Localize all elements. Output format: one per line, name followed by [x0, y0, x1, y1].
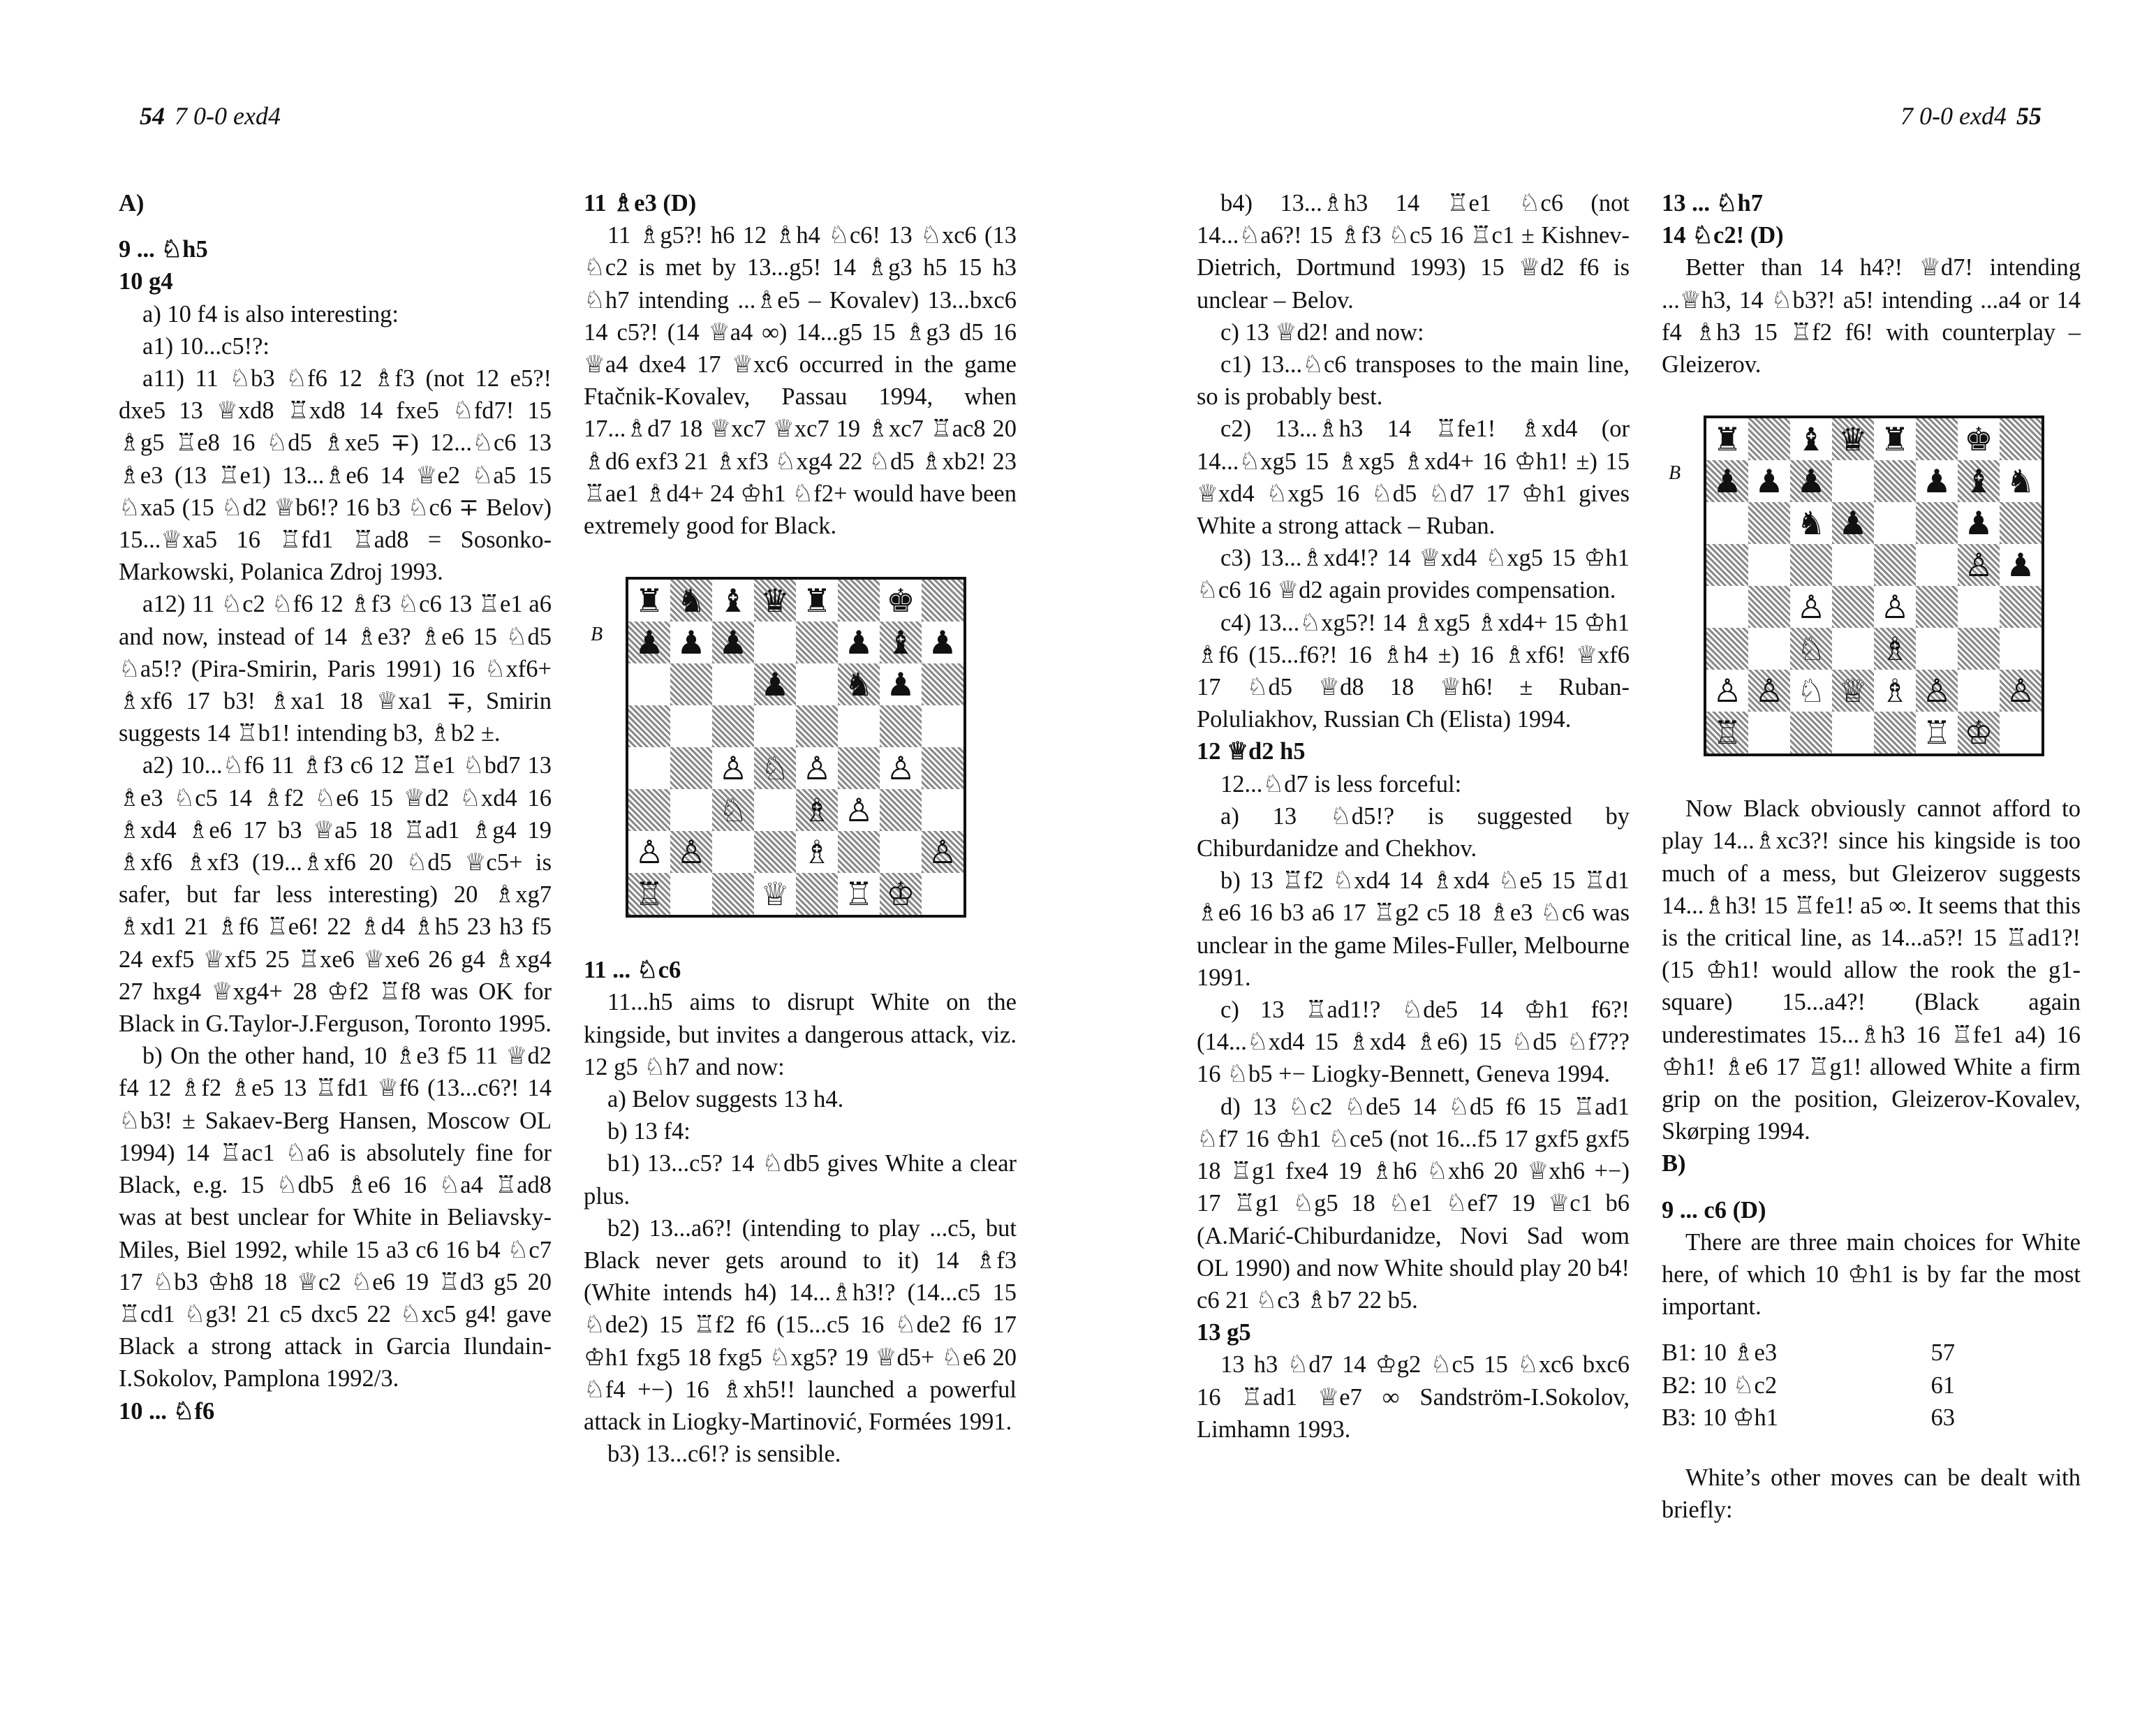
paragraph: b) 13 ♖f2 ♘xd4 14 ♗xd4 ♘e5 15 ♖d1 ♗e6 16 b3 a6 17 ♖g2 c5 18 ♗e3 ♘c6 was unclear in the game Miles-Fuller, Melbourne 1991. [1197, 867, 1630, 991]
right-page [1078, 0, 2156, 1720]
board-square [796, 705, 838, 747]
board-square [1874, 670, 1916, 712]
chess-piece-icon: ♞ [677, 582, 706, 620]
chess-piece-icon: ♝ [1964, 462, 1993, 501]
paragraph: White’s other moves can be dealt with briefly: [1662, 1464, 2081, 1524]
board-square [628, 831, 670, 873]
board-square [1958, 544, 2000, 586]
board-square [670, 663, 712, 705]
move-line: 13 g5 [1197, 1319, 1251, 1346]
chess-piece-icon: ♖ [844, 875, 873, 913]
chess-piece-icon: ♙ [928, 833, 957, 872]
board-square [1790, 712, 1832, 754]
board-square [670, 705, 712, 747]
paragraph: c1) 13...♘c6 transposes to the main line, so is probably best. [1197, 351, 1630, 411]
paragraph: a1) 10...c5!?: [142, 332, 270, 360]
move-line: 9 ... c6 (D) [1662, 1196, 1766, 1223]
paragraph: b4) 13...♗h3 14 ♖e1 ♘c6 (not 14...♘a6?! 15 ♗f3 ♘c5 16 ♖c1 ± Kishnev-Dietrich, Dortmund 1993) 15 ♕d2 f6 is unclear – Belov. [1197, 190, 1630, 314]
board-square [1874, 418, 1916, 460]
section-heading: B) [1662, 1150, 1686, 1177]
board-square [1958, 418, 2000, 460]
paragraph: 11...h5 aims to disrupt White on the kingside, but invites a dangerous attack, viz. 12 g5 ♘h7 and now: [584, 989, 1017, 1080]
chess-piece-icon: ♖ [1922, 714, 1951, 752]
chess-piece-icon: ♗ [1880, 672, 1910, 710]
chess-piece-icon: ♙ [635, 833, 664, 872]
index-label: B2: 10 ♘c2 [1662, 1372, 1778, 1399]
board-square [1706, 712, 1748, 754]
board-square [754, 580, 796, 622]
paragraph: d) 13 ♘c2 ♘de5 14 ♘d5 f6 15 ♖ad1 ♘f7 16 ♔h1 ♘ce5 (not 16...f5 17 gxf5 gxf5 18 ♖g1 fxe4 19 ♗h6 ♘xh6 20 ♕xh6 +−) 17 ♖g1 ♘g5 18 ♘e1 ♘ef7 19 ♕c1 b6 (A.Marić-Chiburdanidze, Novi Sad wom OL 1990) and now White should play 20 b4! c6 21 ♘c3 ♗b7 22 b5. [1197, 1093, 1630, 1314]
index-page: 57 [1930, 1339, 1955, 1367]
board-square [796, 580, 838, 622]
board-square [1748, 418, 1790, 460]
board-square [712, 622, 754, 663]
paragraph: c2) 13...♗h3 14 ♖fe1! ♗xd4 (or 14...♘xg5 15 ♗xg5 ♗xd4+ 16 ♔h1! ±) 15 ♕xd4 ♘xg5 16 ♘d5 ♘d7 17 ♔h1 gives White a strong attack – Ruban. [1197, 416, 1630, 540]
board-square [880, 705, 922, 747]
board-square [1832, 502, 1874, 544]
board-square [1748, 502, 1790, 544]
paragraph: b1) 13...c5? 14 ♘db5 gives White a clear plus. [584, 1150, 1017, 1210]
move-line: 12 ♕d2 h5 [1197, 738, 1306, 765]
board-square [754, 747, 796, 789]
chess-piece-icon: ♞ [1796, 504, 1826, 543]
chess-piece-icon: ♟ [844, 624, 873, 662]
board-square [922, 580, 963, 622]
paragraph: c3) 13...♗xd4!? 14 ♕xd4 ♘xg5 15 ♔h1 ♘c6 16 ♕d2 again provides compensation. [1197, 545, 1630, 604]
chess-piece-icon: ♘ [1796, 672, 1826, 710]
board-square [1916, 460, 1958, 502]
board-square [1832, 628, 1874, 670]
paragraph: a2) 10...♘f6 11 ♗f3 c6 12 ♖e1 ♘bd7 13 ♗e3 ♘c5 14 ♗f2 ♘e6 15 ♕d2 ♘xd4 16 ♗xd4 ♗e6 17 b3 ♕a5 18 ♖ad1 ♗g4 19 ♗xf6 ♗xf3 (19...♗xf6 20 ♘d5 ♕c5+ is safer, but far less interesting) 20 ♗xg7 ♗xd1 21 ♗f6 ♖e6! 22 ♗d4 ♗h5 23 h3 f5 24 exf5 ♕xf5 25 ♖xe6 ♕xe6 26 g4 ♗xg4 27 hxg4 ♕xg4+ 28 ♔f2 ♖f8 was OK for Black in G.Taylor-J.Ferguson, Toronto 1995. [119, 752, 552, 1038]
board-square [922, 705, 963, 747]
board-square [838, 705, 880, 747]
paragraph: Better than 14 h4?! ♕d7! intending ...♕h3, 14 ♘b3?! a5! intending ...a4 or 14 f4 ♗h3 15 ♖f2 f6! with counterplay – Gleizerov. [1662, 254, 2081, 378]
move-line: 11 ... ♘c6 [584, 957, 681, 984]
chess-piece-icon: ♟ [2006, 546, 2035, 585]
chess-piece-icon: ♟ [1713, 462, 1742, 501]
board-square [2000, 544, 2041, 586]
index-label: B1: 10 ♗e3 [1662, 1339, 1778, 1367]
board-square [754, 873, 796, 915]
board-square [880, 580, 922, 622]
board-square [670, 789, 712, 831]
paragraph: 13 h3 ♘d7 14 ♔g2 ♘c5 15 ♘xc6 bxc6 16 ♖ad1 ♕e7 ∞ Sandström-I.Sokolov, Limhamn 1993. [1197, 1351, 1630, 1443]
chess-piece-icon: ♟ [1922, 462, 1951, 501]
chess-piece-icon: ♟ [760, 666, 790, 704]
board-square [838, 622, 880, 663]
move-line: 11 ♗e3 (D) [584, 190, 697, 216]
board-square [628, 747, 670, 789]
board-square [670, 831, 712, 873]
board-square [1958, 502, 2000, 544]
chess-piece-icon: ♗ [802, 833, 832, 872]
chess-piece-icon: ♙ [1713, 672, 1742, 710]
board-square [880, 622, 922, 663]
board-square [670, 622, 712, 663]
board-square [880, 789, 922, 831]
board-square [628, 663, 670, 705]
board-square [880, 873, 922, 915]
board-square [628, 873, 670, 915]
board-square [1874, 544, 1916, 586]
column-1 [119, 187, 552, 1427]
board-square [922, 663, 963, 705]
variation-index-table [1662, 1337, 2081, 1434]
chess-piece-icon: ♙ [718, 749, 748, 788]
index-row [1662, 1337, 2081, 1369]
board-square [796, 747, 838, 789]
board-square [1706, 460, 1748, 502]
side-to-move-label: B [591, 624, 603, 646]
board-square [1706, 586, 1748, 628]
board-square [754, 705, 796, 747]
left-page-number: 54 [140, 102, 165, 130]
left-running-head [130, 101, 281, 131]
board-square [754, 789, 796, 831]
board-square [712, 747, 754, 789]
paragraph: 12...♘d7 is less forceful: [1220, 770, 1462, 797]
paragraph: b) On the other hand, 10 ♗e3 f5 11 ♕d2 f4 12 ♗f2 ♗e5 13 ♖fd1 ♕f6 (13...c6?! 14 ♘b3! ± Sakaev-Berg Hansen, Moscow OL 1994) 14 ♖ac1 ♘a6 is absolutely fine for Black, e.g. 15 ♘db5 ♗e6 16 ♘a4 ♖ad8 was at best unclear for White in Beliavsky-Miles, Biel 1992, while 15 a3 c6 16 b4 ♘c7 17 ♘b3 ♔h8 18 ♕c2 ♘e6 19 ♖d3 g5 20 ♖cd1 ♘g3! 21 c5 dxc5 22 ♘xc5 g4! gave Black a strong attack in Garcia Ilundain-I.Sokolov, Pamplona 1992/3. [119, 1043, 552, 1392]
column-2-top-text [584, 187, 1017, 542]
board-square [1874, 586, 1916, 628]
board-square [1790, 628, 1832, 670]
paragraph: b3) 13...c6!? is sensible. [607, 1441, 841, 1468]
board-square [712, 663, 754, 705]
paragraph: a) 13 ♘d5!? is suggested by Chiburdanidze and Chekhov. [1197, 802, 1630, 862]
move-line: 13 ... ♘h7 [1662, 190, 1763, 216]
move-line: 9 ... ♘h5 [119, 236, 208, 263]
board-square [796, 831, 838, 873]
board-square [1958, 628, 2000, 670]
chess-piece-icon: ♟ [1796, 462, 1826, 501]
right-chapter-title: 7 0-0 exd4 [1900, 102, 2007, 130]
side-to-move-label: B [1669, 462, 1681, 485]
move-line: 14 ♘c2! (D) [1662, 222, 1784, 249]
paragraph: There are three main choices for White here, of which 10 ♔h1 is by far the most important. [1662, 1228, 2081, 1321]
board-square [628, 789, 670, 831]
board-square [922, 747, 963, 789]
board-square [922, 873, 963, 915]
board-square [880, 663, 922, 705]
board-square [670, 747, 712, 789]
board-square [838, 831, 880, 873]
chess-board-1 [626, 577, 966, 918]
chess-piece-icon: ♗ [802, 791, 832, 830]
board-square [628, 705, 670, 747]
board-square [1748, 670, 1790, 712]
chess-piece-icon: ♙ [1922, 672, 1951, 710]
board-square [1748, 586, 1790, 628]
board-square [1916, 418, 1958, 460]
board-square [754, 663, 796, 705]
chess-piece-icon: ♟ [635, 624, 664, 662]
board-square [712, 831, 754, 873]
chess-piece-icon: ♛ [1838, 420, 1868, 459]
board-square [1832, 670, 1874, 712]
board-square [2000, 502, 2041, 544]
board-square [796, 663, 838, 705]
chess-piece-icon: ♘ [760, 749, 790, 788]
board-square [1958, 586, 2000, 628]
index-label: B3: 10 ♔h1 [1662, 1404, 1779, 1431]
move-line: 10 g4 [119, 268, 173, 295]
board-square [754, 831, 796, 873]
chess-piece-icon: ♔ [1964, 714, 1993, 752]
board-square [2000, 460, 2041, 502]
chess-piece-icon: ♞ [844, 666, 873, 704]
chess-piece-icon: ♙ [1755, 672, 1784, 710]
move-line: 10 ... ♘f6 [119, 1397, 215, 1425]
column-4-end-text [1662, 1462, 2081, 1526]
board-square [628, 622, 670, 663]
section-heading: A) [119, 190, 145, 216]
board-square [1916, 586, 1958, 628]
board-square [838, 747, 880, 789]
chess-piece-icon: ♟ [677, 624, 706, 662]
board-square [1916, 712, 1958, 754]
board-square [1790, 418, 1832, 460]
chess-piece-icon: ♗ [1880, 630, 1910, 668]
board-square [2000, 670, 2041, 712]
right-page-number: 55 [2016, 102, 2041, 130]
board-square [2000, 628, 2041, 670]
chess-piece-icon: ♝ [886, 624, 915, 662]
board-square [1958, 712, 2000, 754]
paragraph: c) 13 ♖ad1!? ♘de5 14 ♔h1 f6?! (14...♘xd4 15 ♗xd4 ♗e6) 15 ♘d5 ♘f7?? 16 ♘b5 +− Liogky-Bennett, Geneva 1994. [1197, 997, 1630, 1088]
board-square [1916, 670, 1958, 712]
chess-piece-icon: ♜ [1713, 420, 1742, 459]
board-square [628, 580, 670, 622]
chess-piece-icon: ♖ [635, 875, 664, 913]
board-square [1706, 544, 1748, 586]
chess-piece-icon: ♟ [1755, 462, 1784, 501]
chess-piece-icon: ♝ [1796, 420, 1826, 459]
board-square [1790, 586, 1832, 628]
chess-piece-icon: ♙ [1796, 588, 1826, 626]
paragraph: Now Black obviously cannot afford to play 14...♗xc3?! since his kingside is too much of a mess, but Gleizerov suggests 14...♗h3! 15 ♖fe1! a5 ∞. It seems that this is the critical line, as 14...a5?! 15 ♖ad1?! (15 ♔h1! would allow the rook the g1-square) 15...a4?! (Black again underestimates 15...♗h3 16 ♖fe1 a4) 16 ♔h1! ♗e6 17 ♖g1! allowed White a firm grip on the position, Gleizerov-Kovalev, Skørping 1994. [1662, 795, 2081, 1145]
board-square [922, 831, 963, 873]
board-square [1874, 712, 1916, 754]
board-square [1832, 418, 1874, 460]
board-square [670, 580, 712, 622]
index-row [1662, 1369, 2081, 1402]
chess-piece-icon: ♟ [1964, 504, 1993, 543]
chess-piece-icon: ♔ [886, 875, 915, 913]
board-square [712, 789, 754, 831]
board-square [2000, 586, 2041, 628]
chess-piece-icon: ♙ [677, 833, 706, 872]
board-square [1958, 460, 2000, 502]
board-square [838, 789, 880, 831]
paragraph: b) 13 f4: [607, 1118, 691, 1145]
board-square [1916, 502, 1958, 544]
chess-piece-icon: ♟ [1838, 504, 1868, 543]
chess-diagram-1 [591, 577, 975, 919]
board-square [796, 622, 838, 663]
board-square [1748, 628, 1790, 670]
right-running-head [1900, 101, 2051, 131]
board-square [1748, 544, 1790, 586]
chess-piece-icon: ♚ [1964, 420, 1993, 459]
board-square [712, 580, 754, 622]
board-square [712, 705, 754, 747]
chess-board-2 [1704, 416, 2044, 756]
board-square [1874, 460, 1916, 502]
chess-piece-icon: ♟ [928, 624, 957, 662]
chess-piece-icon: ♚ [886, 582, 915, 620]
paragraph: c) 13 ♕d2! and now: [1220, 318, 1424, 346]
board-square [1832, 586, 1874, 628]
board-square [1790, 502, 1832, 544]
paragraph: a) Belov suggests 13 h4. [607, 1086, 844, 1113]
board-square [838, 663, 880, 705]
board-square [670, 873, 712, 915]
chess-piece-icon: ♘ [718, 791, 748, 830]
board-square [1706, 502, 1748, 544]
chess-diagram-2 [1669, 416, 2053, 758]
board-square [1748, 712, 1790, 754]
board-square [1916, 544, 1958, 586]
board-square [1874, 628, 1916, 670]
board-square [754, 622, 796, 663]
chess-piece-icon: ♝ [718, 582, 748, 620]
chess-piece-icon: ♕ [1838, 672, 1868, 710]
column-2 [584, 187, 1017, 1470]
board-square [1706, 418, 1748, 460]
chess-piece-icon: ♜ [1880, 420, 1910, 459]
board-square [1790, 460, 1832, 502]
board-square [1874, 502, 1916, 544]
board-square [2000, 418, 2041, 460]
board-square [880, 831, 922, 873]
paragraph: a11) 11 ♘b3 ♘f6 12 ♗f3 (not 12 e5?! dxe5 13 ♕xd8 ♖xd8 14 fxe5 ♘fd7! 15 ♗g5 ♖e8 16 ♘d5 ♗xe5 ∓) 12...♘c6 13 ♗e3 (13 ♖e1) 13...♗e6 14 ♕e2 ♘a5 15 ♘xa5 (15 ♘d2 ♕b6!? 16 b3 ♘c6 ∓ Belov) 15...♕xa5 16 ♖fd1 ♖ad8 = Sosonko-Markowski, Polanica Zdroj 1993. [119, 365, 552, 586]
index-page: 63 [1930, 1404, 1955, 1431]
paragraph: a12) 11 ♘c2 ♘f6 12 ♗f3 ♘c6 13 ♖e1 a6 and now, instead of 14 ♗e3? ♗e6 15 ♘d5 ♘a5!? (Pira-Smirin, Paris 1991) 16 ♘xf6+ ♗xf6 17 b3! ♗xa1 18 ♕xa1 ∓, Smirin suggests 14 ♖b1! intending b3, ♗b2 ±. [119, 591, 552, 747]
left-chapter-title: 7 0-0 exd4 [175, 102, 281, 130]
chess-piece-icon: ♙ [802, 749, 832, 788]
column-4 [1662, 187, 2081, 1526]
board-square [838, 580, 880, 622]
paragraph: c4) 13...♘xg5?! 14 ♗xg5 ♗xd4+ 15 ♔h1 ♗f6 (15...f6?! 16 ♗h4 ±) 16 ♗xf6! ♕xf6 17 ♘d5 ♕d8 18 ♕h6! ± Ruban-Poluliakhov, Russian Ch (Elista) 1994. [1197, 609, 1630, 733]
board-square [796, 873, 838, 915]
chess-piece-icon: ♟ [886, 666, 915, 704]
chess-piece-icon: ♘ [1796, 630, 1826, 668]
index-row [1662, 1402, 2081, 1434]
board-square [880, 747, 922, 789]
chess-piece-icon: ♛ [760, 582, 790, 620]
chess-piece-icon: ♙ [2006, 672, 2035, 710]
chess-piece-icon: ♙ [844, 791, 873, 830]
column-2-bottom-text [584, 954, 1017, 1470]
board-square [712, 873, 754, 915]
column-4-top-text [1662, 187, 2081, 381]
board-square [1790, 544, 1832, 586]
chess-piece-icon: ♙ [886, 749, 915, 788]
column-4-bottom-text [1662, 793, 2081, 1323]
paragraph: 11 ♗g5?! h6 12 ♗h4 ♘c6! 13 ♘xc6 (13 ♘c2 is met by 13...g5! 14 ♗g3 h5 15 h3 ♘h7 intending ...♗e5 – Kovalev) 13...bxc6 14 c5?! (14 ♕a4 ∞) 14...g5 15 ♗g3 d5 16 ♕a4 dxe4 17 ♕xc6 occurred in the game Ftačnik-Kovalev, Passau 1994, when 17...♗d7 18 ♕xc7 ♕xc7 19 ♗xc7 ♖ac8 20 ♗d6 exf3 21 ♗xf3 ♘xg4 22 ♘d5 ♗xb2! 23 ♖ae1 ♗d4+ 24 ♔h1 ♘f2+ would have been extremely good for Black. [584, 222, 1017, 540]
board-square [922, 622, 963, 663]
board-square [1916, 628, 1958, 670]
board-square [838, 873, 880, 915]
board-square [1832, 544, 1874, 586]
chess-piece-icon: ♖ [1713, 714, 1742, 752]
chess-piece-icon: ♙ [1880, 588, 1910, 626]
board-square [1832, 460, 1874, 502]
chess-piece-icon: ♜ [802, 582, 832, 620]
chess-piece-icon: ♟ [718, 624, 748, 662]
paragraph: b2) 13...a6?! (intending to play ...c5, but Black never gets around to it) 14 ♗f3 (White intends h4) 14...♗h3!? (14...c5 15 ♘de2) 15 ♖f2 f6 (15...c5 16 ♘de2 f6 17 ♔h1 fxg5 18 fxg5 ♘xg5? 19 ♕d5+ ♘e6 20 ♘f4 +−) 16 ♗xh5!! launched a powerful attack in Liogky-Martinović, Formées 1991. [584, 1214, 1017, 1436]
board-square [1706, 628, 1748, 670]
paragraph: a) 10 f4 is also interesting: [142, 300, 399, 328]
board-square [1790, 670, 1832, 712]
column-3 [1197, 187, 1630, 1446]
board-square [1748, 460, 1790, 502]
board-square [796, 789, 838, 831]
board-square [1832, 712, 1874, 754]
chess-piece-icon: ♕ [760, 875, 790, 913]
chess-piece-icon: ♞ [2006, 462, 2035, 501]
board-square [1706, 670, 1748, 712]
board-square [1958, 670, 2000, 712]
index-page: 61 [1930, 1372, 1955, 1399]
chess-piece-icon: ♜ [635, 582, 664, 620]
board-square [2000, 712, 2041, 754]
chess-piece-icon: ♙ [1964, 546, 1993, 585]
board-square [922, 789, 963, 831]
